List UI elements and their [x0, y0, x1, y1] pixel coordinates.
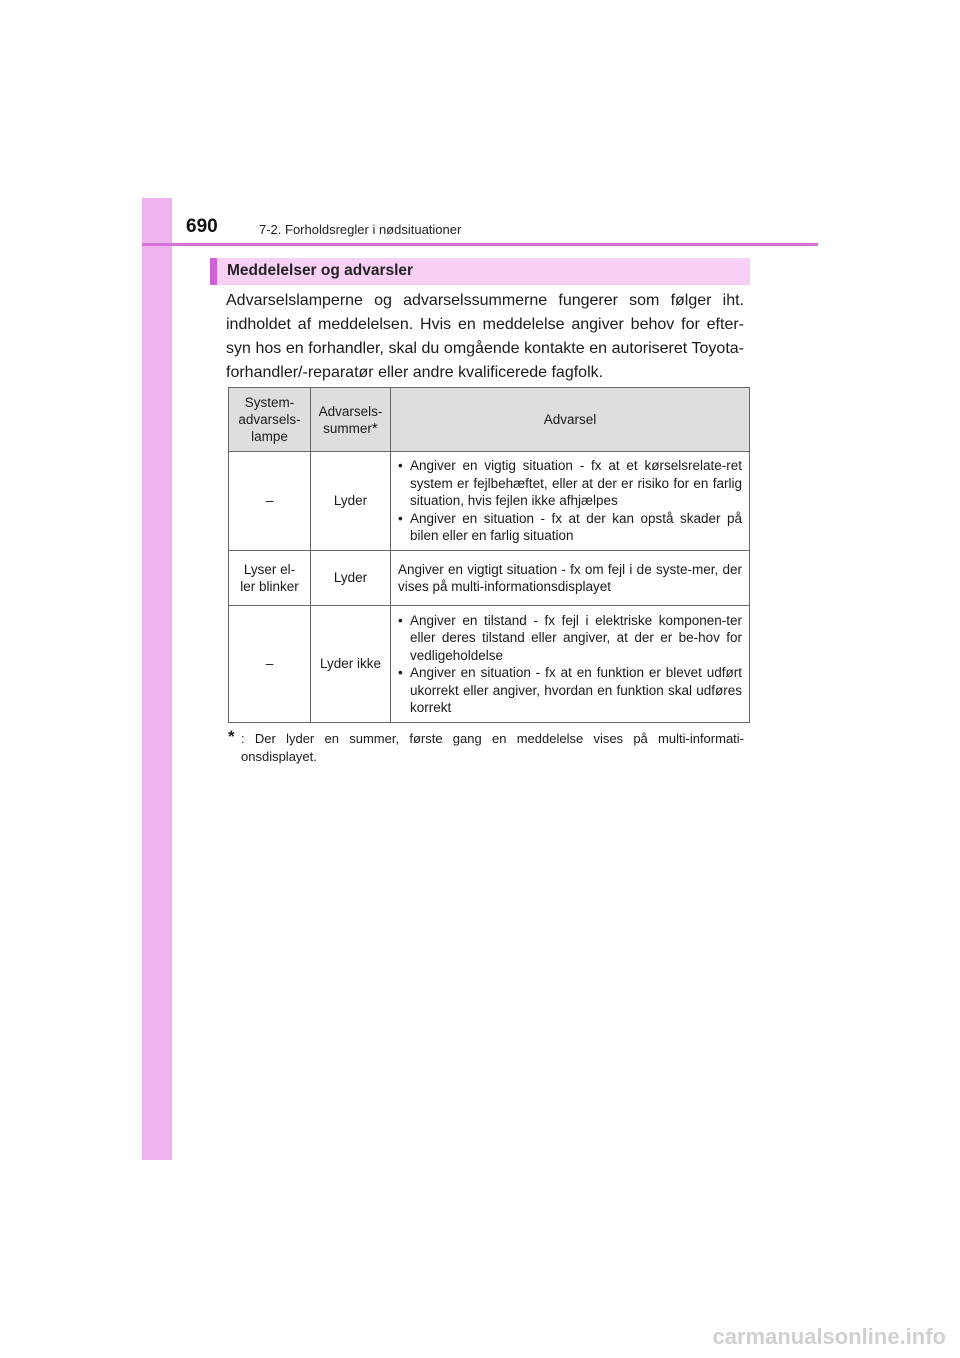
section-heading: [210, 258, 750, 285]
warning-item: • Angiver en situation - fx at der kan opstå skader på bilen eller en farlig situation: [398, 510, 742, 545]
intro-paragraph: Advarselslamperne og advarselssummerne fungerer som følger iht. indholdet af meddelelsen. Hvis en meddelelse angiver behov for efter-syn hos en forhandler, skal du omgående kontakte en autoriseret Toyota-forhandler/-reparatør eller andre kvalificerede fagfolk.: [226, 292, 744, 381]
page-number: 690: [186, 216, 218, 237]
lamp-cell-line: ler blinker: [240, 579, 299, 594]
watermark: carmanualsonline.info: [712, 1324, 946, 1349]
warning-cell: [390, 606, 749, 723]
lamp-cell: –: [229, 452, 311, 551]
footnote-mark: *: [228, 727, 235, 746]
section-heading-bar: [210, 258, 217, 285]
table-row: [229, 551, 750, 606]
lamp-cell: –: [229, 606, 311, 723]
header-buzzer-line: Advarsels-: [318, 403, 383, 419]
warning-table: [228, 387, 750, 723]
warning-cell: [390, 452, 749, 551]
header-lamp-line: lampe: [251, 429, 288, 444]
header-lamp: [229, 388, 311, 452]
buzzer-cell: Lyder ikke: [310, 606, 390, 723]
section-path: 7-2. Forholdsregler i nødsituationer: [259, 222, 462, 237]
header-lamp-line: System-: [244, 395, 295, 410]
warning-item: • Angiver en situation - fx at en funktion er blevet udført ukorrekt eller angiver, hvordan en funktion skal udføres korrekt: [398, 664, 742, 717]
lamp-cell-line: Lyser el-: [243, 561, 296, 577]
warning-list: [398, 457, 742, 545]
table-row: [229, 606, 750, 723]
lamp-cell: [229, 551, 311, 606]
table-header-row: [229, 388, 750, 452]
header-warning: Advarsel: [390, 388, 749, 452]
footnote-text: : Der lyder en summer, første gang en meddelelse vises på multi-informati-onsdisplayet.: [241, 731, 744, 764]
header-buzzer-line: summer: [323, 420, 372, 436]
warning-item: • Angiver en tilstand - fx fejl i elektriske komponen-ter eller deres tilstand eller angiver, at der er be-hov for vedligeholdelse: [398, 612, 742, 665]
warning-list: [398, 612, 742, 717]
table-row: [229, 452, 750, 551]
footnote: [228, 727, 744, 766]
buzzer-cell: Lyder: [310, 551, 390, 606]
header-buzzer: [310, 388, 390, 452]
side-strip: [142, 198, 172, 1160]
warning-item: • Angiver en vigtig situation - fx at et kørselsrelate-ret system er fejlbehæftet, eller at der er risiko for en farlig situation, hvis fejlen ikke afhjælpes: [398, 457, 742, 510]
footnote-marker: *: [371, 419, 378, 437]
buzzer-cell: Lyder: [310, 452, 390, 551]
header-rule: [142, 243, 818, 246]
warning-cell: Angiver en vigtigt situation - fx om fejl i de syste-mer, der vises på multi-informationsdisplayet: [390, 551, 749, 606]
section-heading-text: Meddelelser og advarsler: [227, 262, 414, 279]
header-lamp-line: advarsels-: [238, 412, 301, 427]
